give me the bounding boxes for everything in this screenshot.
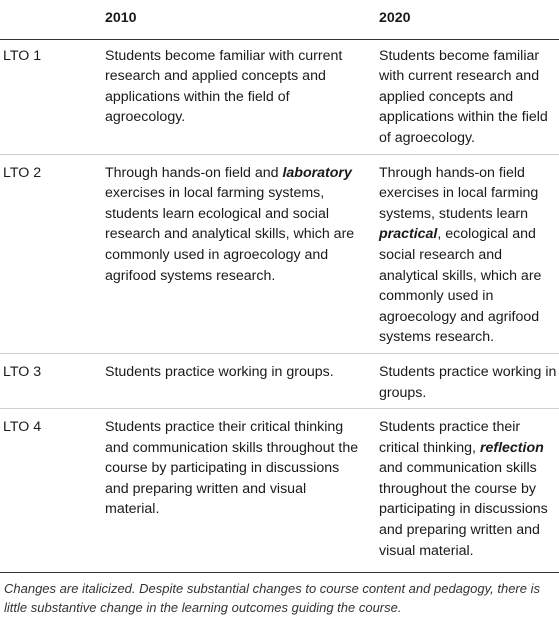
changed-term: practical	[379, 226, 438, 243]
cell-text: Through hands-on field exercises in local farming systems, students learn	[379, 164, 539, 222]
cell-text: Students become familiar with current research and applied concepts and applications within the field of agroecology.	[379, 47, 548, 146]
table-footnote: Changes are italicized. Despite substantial changes to course content and pedagogy, there is little substantive change in the learning outcomes guiding the course.	[4, 581, 540, 616]
lto-id: LTO 1	[0, 39, 103, 154]
lto-id: LTO 2	[0, 154, 103, 353]
cell-2010	[103, 39, 377, 154]
header-row	[0, 8, 559, 39]
cell-2020	[377, 154, 559, 353]
header-2020: 2020	[377, 8, 559, 39]
header-empty	[0, 8, 103, 39]
cell-text: Students practice working in groups.	[379, 363, 557, 401]
cell-text: Students become familiar with current research and applied concepts and applications within the field of agroecology.	[105, 47, 343, 126]
cell-2020	[377, 39, 559, 154]
table-header	[0, 8, 559, 39]
cell-2020	[377, 353, 559, 408]
table-body	[0, 39, 559, 573]
table-row	[0, 409, 559, 573]
header-2010: 2010	[103, 8, 377, 39]
changed-term: reflection	[479, 439, 544, 456]
cell-2010	[103, 154, 377, 353]
table-row	[0, 39, 559, 154]
lto-id: LTO 3	[0, 353, 103, 408]
cell-text: Students practice working in groups.	[105, 363, 334, 380]
cell-text: exercises in local farming systems, students learn ecological and social research and analytical skills, which are commonly used in agroecology and agrifood systems research.	[105, 185, 355, 284]
learning-outcomes-table	[0, 8, 559, 573]
cell-2020	[377, 409, 559, 573]
lto-id: LTO 4	[0, 409, 103, 573]
table-row	[0, 353, 559, 408]
cell-text: and communication skills throughout the course by participating in discussions and preparing written and visual material.	[379, 460, 548, 559]
cell-2010	[103, 409, 377, 573]
cell-2010	[103, 353, 377, 408]
table-row	[0, 154, 559, 353]
changed-term: laboratory	[282, 164, 352, 181]
cell-text: Students practice their critical thinking and communication skills throughout the course by participating in discussions and preparing written and visual material.	[105, 419, 359, 518]
cell-text: Students practice their critical thinking,	[379, 419, 521, 456]
cell-text: , ecological and social research and analytical skills, which are commonly used in agroecology and agrifood systems research.	[379, 226, 542, 346]
cell-text: Through hands-on field and	[105, 164, 283, 181]
